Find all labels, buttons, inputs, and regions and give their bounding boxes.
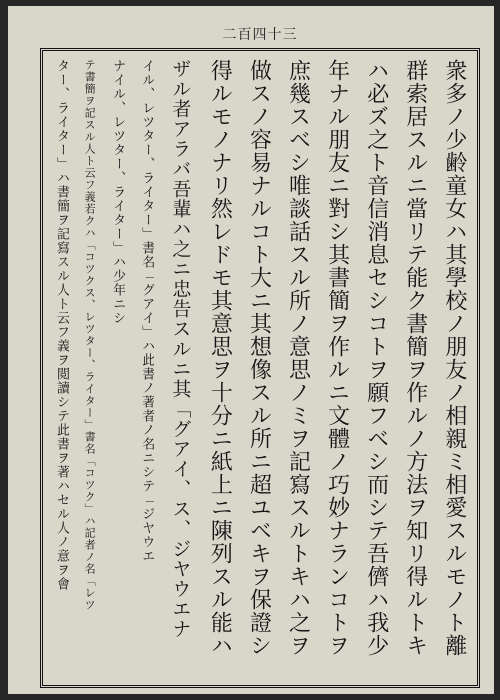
text-column-7: 得ルモノナリ然レドモ其意思ヲ十分ニ紙上ニ陳列スル能ハ <box>207 59 233 657</box>
text-column-3: ハ必ズ之ト音信消息セシコトヲ願フベシ而シテ吾儕ハ我少 <box>363 59 389 657</box>
text-column-12: ター、ライター」ハ書簡ヲ記寫スル人ト云フ義ヲ閲讀シテ此書ヲ著ハセル人ノ意ヲ會 <box>54 59 69 591</box>
page-number: 二百四十三 <box>222 27 298 43</box>
book-page <box>8 6 494 694</box>
text-frame <box>40 48 480 688</box>
text-column-6: 做スノ容易ナルコト大ニ其想像スル所ニ超ユベキヲ保證シ <box>246 59 272 657</box>
text-column-11: テ書簡ヲ記スル人ト云フ義若クハ「コツクス、レツター、ライター」書名「コツク」ハ記者ノ名「レツ <box>83 59 97 611</box>
text-column-2: 群索居スルニ當リテ能ク書簡ヲ作ルノ方法ヲ知リ得ルトキ <box>402 59 428 657</box>
text-column-4: 年ナル朋友ニ對シ其書簡ヲ作ルニ文體ノ巧妙ナランコトヲ <box>324 59 350 657</box>
vertical-text-area <box>53 59 467 677</box>
text-column-10: ナイル、レツター、ライター」ハ少年ニシ <box>110 59 126 325</box>
text-column-5: 庶幾スベシ唯談話スル所ノ意思ノミヲ記寫スルトキハ之ヲ <box>285 59 311 657</box>
text-column-1: 衆多ノ少齢童女ハ其學校ノ朋友ノ相親ミ相愛スルモノト離 <box>441 59 467 657</box>
text-column-8: ザル者アラバ吾輩ハ之ニ忠告スルニ其「グアイ、ス、ジヤウエナ <box>169 59 192 639</box>
text-column-9: イル、レツター、ライター」書名「グアイ」ハ此書ノ著者ノ名ニシテ「ジヤウエ <box>139 59 155 563</box>
